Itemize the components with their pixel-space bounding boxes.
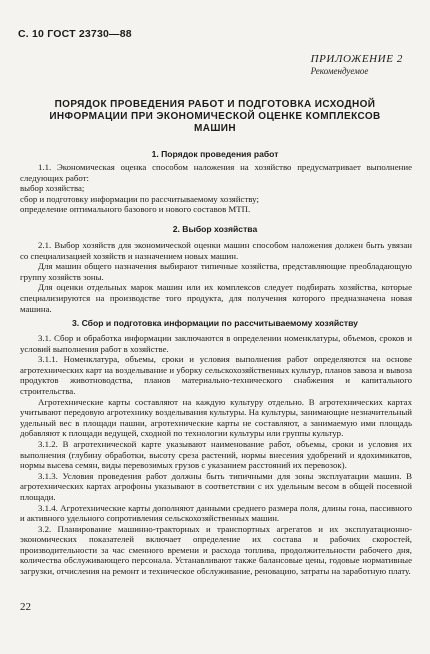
paragraph: 3.1. Сбор и обработка информации заключаются в определении номенклатуры, объемов, сроков и условий выполнения работ в хозяйстве. <box>20 333 412 354</box>
paragraph: 3.1.3. Условия проведения работ должны быть типичными для зоны эксплуатации машин. В агротехнических картах агрофоны указывают в соответствии с их удельным весом в общей посевной площади. <box>20 470 412 502</box>
paragraph: 2.1. Выбор хозяйств для экономической оценки машин способом наложения должен быть увязан со специализацией хозяйств и назначением новых машин. <box>20 240 412 261</box>
list-item: сбор и подготовку информации по рассчитываемому хозяйству; <box>20 193 259 204</box>
paragraph: Агротехнические карты составляют на каждую культуру отдельно. В агротехнических картах учитывают передовую агротехнику возделывания культуры. На культуры, занимающие незначительный удельный вес в площади пашни, агротехнические карты не составляют, а занимаемую ими площадь добавляют к площади ведущей, сходной по технологии культуры или группы культур. <box>20 396 412 439</box>
paragraph: 3.1.4. Агротехнические карты дополняют данными среднего размера поля, длины гона, пассивного и активного удельного сопротивления сельскохозяйственных машин. <box>20 502 412 524</box>
paragraph: 3.2. Планирование машинно-тракторных и транспортных агрегатов и их эксплуатационно-экономических показателей включает определение их состава и рабочих скоростей, производительности за час сменного времени и расхода топлива, продолжительности рабочего дня, количества обслуживающего персонала. Устанавливают также балансовые цены, годовые нормативные загрузки, отчисления на ремонт и техническое обслуживание, реновацию, затраты на заработную плату. <box>20 523 412 577</box>
paragraph: Для оценки отдельных марок машин или их комплексов следует подбирать хозяйства, которые специализируются на производстве того продукта, для получения которого предназначена новая машина. <box>20 282 412 314</box>
section-1-heading: 1. Порядок проведения работ <box>151 149 279 159</box>
document-header: С. 10 ГОСТ 23730—88 <box>18 28 132 40</box>
section-1-body <box>20 162 412 215</box>
list-item: определение оптимального базового и нового составов МТП. <box>20 204 251 215</box>
appendix-label <box>311 53 403 76</box>
section-3-body <box>20 333 412 577</box>
appendix-status: Рекомендуемое <box>310 66 369 76</box>
appendix-title: ПРИЛОЖЕНИЕ 2 <box>310 53 403 65</box>
list-item: выбор хозяйства; <box>20 183 85 194</box>
paragraph: 3.1.2. В агротехнической карте указывают наименование работ, объемы, сроки и условия их выполнения (глубину обработки, высоту среза растений, нормы внесения удобрений и ядохимикатов, нормы высева семян, виды перевозимых грузов с указанием расстояний их перевозок). <box>20 438 412 471</box>
page-title: ПОРЯДОК ПРОВЕДЕНИЯ РАБОТ И ПОДГОТОВКА ИСХОДНОЙ ИНФОРМАЦИИ ПРИ ЭКОНОМИЧЕСКОЙ ОЦЕНКЕ КОМПЛЕКСОВ МАШИН <box>49 99 381 134</box>
section-2-heading: 2. Выбор хозяйства <box>172 224 258 234</box>
paragraph: 3.1.1. Номенклатура, объемы, сроки и условия выполнения работ определяются на основе агротехнических карт на возделывание и уборку сельскохозяйственных культур, планов завоза и вывоза продуктов животноводства, планов материально-технического снабжения и капитального строительства. <box>20 354 412 396</box>
paragraph: 1.1. Экономическая оценка способом наложения на хозяйство предусматривает выполнение следующих работ: <box>20 162 412 183</box>
section-3-heading: 3. Сбор и подготовка информации по рассчитываемому хозяйству <box>72 318 358 328</box>
page-number: 22 <box>20 601 31 613</box>
paragraph: Для машин общего назначения выбирают типичные хозяйства, представляющие преобладающую группу хозяйств зоны. <box>20 261 412 282</box>
section-2-body <box>20 240 412 314</box>
